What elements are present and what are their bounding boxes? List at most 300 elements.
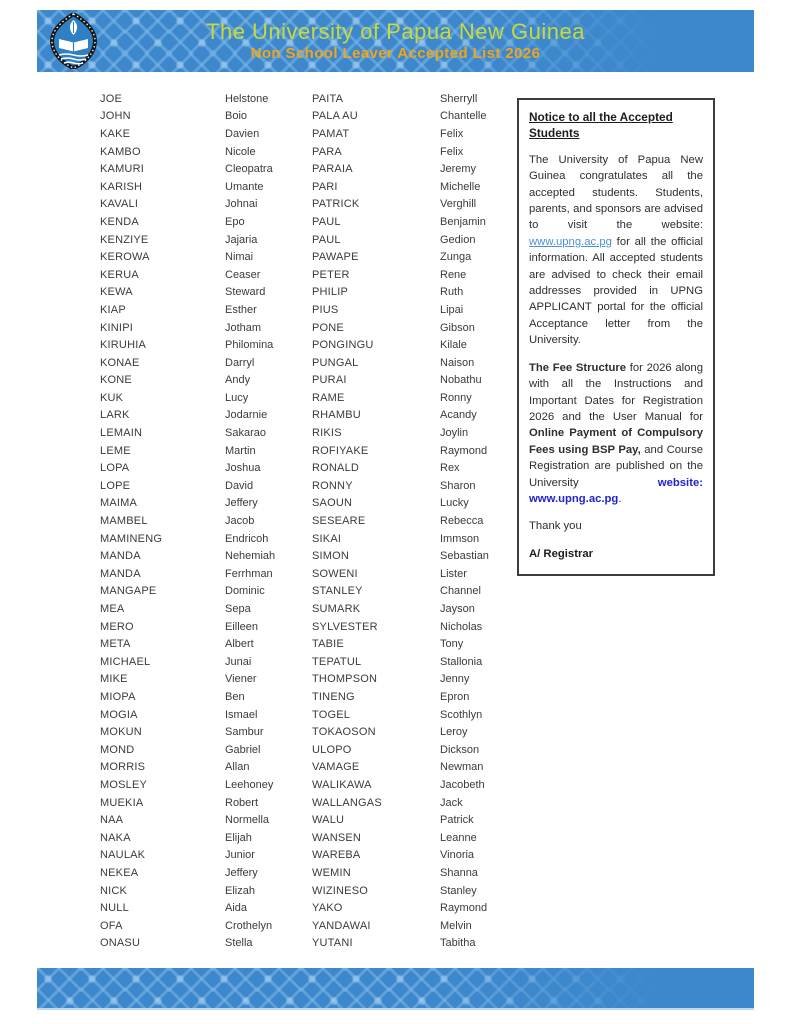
list-item: [100, 319, 305, 337]
surname: SAOUN: [312, 497, 353, 510]
surname: TABIE: [312, 638, 344, 651]
given-name: Davien: [225, 127, 260, 140]
list-item: [312, 899, 508, 917]
footer-banner: [37, 968, 754, 1010]
given-name: Crothelyn: [225, 919, 273, 932]
given-name: Viener: [225, 673, 257, 686]
surname: MICHAEL: [100, 655, 151, 668]
surname: MAMINENG: [100, 532, 163, 545]
list-item: [100, 301, 305, 319]
surname: MORRIS: [100, 761, 146, 774]
surname: MAIMA: [100, 497, 138, 510]
given-name: Sepa: [225, 603, 251, 616]
list-item: [100, 635, 305, 653]
surname: PAUL: [312, 215, 341, 228]
surname: WIZINESO: [312, 884, 368, 897]
given-name: Jacob: [225, 515, 255, 528]
list-item: [100, 407, 305, 425]
given-name: Robert: [225, 796, 259, 809]
header-banner: [37, 10, 754, 72]
surname: KONE: [100, 374, 132, 387]
list-item: [312, 847, 508, 865]
list-item: [100, 547, 305, 565]
given-name: Tony: [440, 638, 464, 651]
surname: SOWENI: [312, 567, 358, 580]
list-item: [100, 899, 305, 917]
given-name: Jacobeth: [440, 778, 485, 791]
list-item: [100, 917, 305, 935]
surname: NEKEA: [100, 866, 139, 879]
given-name: Jayson: [440, 603, 475, 616]
list-item: [312, 512, 508, 530]
list-item: [312, 600, 508, 618]
given-name: Lister: [440, 567, 467, 580]
list-item: [100, 442, 305, 460]
surname: KAKE: [100, 127, 131, 140]
list-item: [100, 266, 305, 284]
list-item: [100, 794, 305, 812]
given-name: Leehoney: [225, 778, 274, 791]
given-name: Ben: [225, 690, 245, 703]
surname: PUNGAL: [312, 356, 359, 369]
surname: ONASU: [100, 937, 141, 950]
given-name: Darryl: [225, 356, 255, 369]
list-item: [100, 829, 305, 847]
surname: KONAE: [100, 356, 140, 369]
given-name: Elijah: [225, 831, 252, 844]
notice-box: [517, 98, 715, 576]
given-name: Felix: [440, 145, 464, 158]
list-item: [312, 160, 508, 178]
given-name: Naison: [440, 356, 475, 369]
surname: MANDA: [100, 567, 141, 580]
surname: PIUS: [312, 303, 339, 316]
list-item: [100, 600, 305, 618]
given-name: Acandy: [440, 409, 477, 422]
given-name: Dominic: [225, 585, 265, 598]
surname: WANSEN: [312, 831, 362, 844]
surname: PARAIA: [312, 163, 353, 176]
notice-text-run: Online Payment of Compulsory Fees using BSP Pay,: [529, 427, 703, 456]
list-item: [100, 213, 305, 231]
surname: TOGEL: [312, 708, 351, 721]
upng-website-link[interactable]: website: www.upng.ac.pg: [529, 476, 703, 505]
given-name: Felix: [440, 127, 464, 140]
given-name: Jeremy: [440, 163, 477, 176]
given-name: Stella: [225, 937, 253, 950]
given-name: Gabriel: [225, 743, 261, 756]
given-name: Cleopatra: [225, 163, 273, 176]
page-title: The University of Papua New Guinea: [206, 18, 585, 44]
list-item: [100, 512, 305, 530]
surname: STANLEY: [312, 585, 363, 598]
given-name: Stanley: [440, 884, 477, 897]
surname: PATRICK: [312, 198, 360, 211]
surname: META: [100, 638, 131, 651]
list-item: [100, 372, 305, 390]
list-item: [312, 671, 508, 689]
surname: PARI: [312, 180, 338, 193]
list-item: [100, 125, 305, 143]
given-name: Andy: [225, 374, 251, 387]
list-item: [312, 495, 508, 513]
given-name: Ferrhman: [225, 567, 273, 580]
surname: PARA: [312, 145, 342, 158]
surname: WALU: [312, 814, 345, 827]
surname: RONNY: [312, 479, 353, 492]
given-name: Ruth: [440, 286, 464, 299]
given-name: Sakarao: [225, 427, 266, 440]
given-name: Junai: [225, 655, 252, 668]
list-item: [312, 424, 508, 442]
given-name: Lucy: [225, 391, 249, 404]
surname: MERO: [100, 620, 134, 633]
given-name: Raymond: [440, 902, 488, 915]
list-item: [312, 284, 508, 302]
surname: YANDAWAI: [312, 919, 371, 932]
list-item: [100, 723, 305, 741]
surname: SIMON: [312, 550, 350, 563]
given-name: Stallonia: [440, 655, 483, 668]
given-name: Channel: [440, 585, 481, 598]
surname: NAKA: [100, 831, 131, 844]
given-name: Jajaria: [225, 233, 258, 246]
surname: THOMPSON: [312, 673, 378, 686]
surname: PAMAT: [312, 127, 350, 140]
list-item: [312, 266, 508, 284]
surname: KENZIYE: [100, 233, 149, 246]
given-name: Sambur: [225, 726, 264, 739]
list-item: [100, 706, 305, 724]
list-item: [100, 143, 305, 161]
list-item: [312, 917, 508, 935]
given-name: Esther: [225, 303, 257, 316]
given-name: Nimai: [225, 251, 254, 264]
notice-signature: A/ Registrar: [529, 547, 594, 560]
surname: MANDA: [100, 550, 141, 563]
list-item: [100, 90, 305, 108]
page-subtitle: Non School Leaver Accepted List 2026: [250, 44, 541, 62]
given-name: Scothlyn: [440, 708, 483, 721]
surname: PONGINGU: [312, 339, 374, 352]
surname: MIOPA: [100, 690, 136, 703]
surname: MAMBEL: [100, 515, 148, 528]
list-item: [312, 213, 508, 231]
list-item: [312, 688, 508, 706]
surname: NAULAK: [100, 849, 146, 862]
given-name: Ronny: [440, 391, 472, 404]
notice-paragraph-2: [529, 360, 703, 508]
list-item: [312, 723, 508, 741]
list-item: [312, 108, 508, 126]
list-item: [312, 864, 508, 882]
given-name: Rene: [440, 268, 467, 281]
given-name: Sherryll: [440, 92, 478, 105]
surname: LEMAIN: [100, 427, 143, 440]
notice-text-run: and Course Registration are published on the University: [529, 443, 704, 489]
surname: KAMURI: [100, 163, 144, 176]
given-name: Umante: [225, 180, 264, 193]
given-name: Elizah: [225, 884, 255, 897]
list-item: [100, 459, 305, 477]
given-name: Aida: [225, 902, 248, 915]
given-name: Shanna: [440, 866, 478, 879]
surname: TEPATUL: [312, 655, 362, 668]
given-name: Ismael: [225, 708, 258, 721]
given-name: Steward: [225, 286, 266, 299]
surname: RAME: [312, 391, 345, 404]
surname: MOKUN: [100, 726, 142, 739]
given-name: Raymond: [440, 444, 488, 457]
given-name: Jeffery: [225, 497, 258, 510]
given-name: Junior: [225, 849, 255, 862]
given-name: Normella: [225, 814, 270, 827]
given-name: Sharon: [440, 479, 476, 492]
given-name: Endricoh: [225, 532, 269, 545]
list-item: [100, 847, 305, 865]
surname: MUEKIA: [100, 796, 144, 809]
surname: KENDA: [100, 215, 139, 228]
given-name: Verghill: [440, 198, 477, 211]
given-name: Nicholas: [440, 620, 483, 633]
given-name: Martin: [225, 444, 256, 457]
list-item: [312, 565, 508, 583]
surname: RIKIS: [312, 427, 342, 440]
surname: WALLANGAS: [312, 796, 382, 809]
surname: YAKO: [312, 902, 343, 915]
surname: KUK: [100, 391, 124, 404]
given-name: Leroy: [440, 726, 468, 739]
given-name: Lipai: [440, 303, 464, 316]
list-item: [312, 125, 508, 143]
given-name: Gibson: [440, 321, 475, 334]
given-name: Joylin: [440, 427, 469, 440]
given-name: Johnai: [225, 198, 258, 211]
roster-column-left: [100, 90, 305, 952]
list-item: [100, 160, 305, 178]
surname: MOGIA: [100, 708, 138, 721]
given-name: Ceaser: [225, 268, 261, 281]
surname: ULOPO: [312, 743, 352, 756]
surname: LOPE: [100, 479, 131, 492]
notice-heading: Notice to all the Accepted Students: [529, 110, 673, 141]
list-item: [100, 530, 305, 548]
list-item: [312, 354, 508, 372]
list-item: [312, 90, 508, 108]
surname: ROFIYAKE: [312, 444, 369, 457]
list-item: [312, 635, 508, 653]
list-item: [100, 671, 305, 689]
given-name: Newman: [440, 761, 484, 774]
list-item: [312, 178, 508, 196]
list-item: [100, 565, 305, 583]
given-name: Nicole: [225, 145, 256, 158]
given-name: Albert: [225, 638, 254, 651]
surname: SYLVESTER: [312, 620, 378, 633]
surname: PURAI: [312, 374, 347, 387]
given-name: Patrick: [440, 814, 474, 827]
list-item: [100, 759, 305, 777]
list-item: [312, 882, 508, 900]
notice-text-run: for 2026 along with all the Instructions and Important Dates for Registration 2026 and the User Manual for: [529, 361, 703, 423]
list-item: [312, 759, 508, 777]
list-item: [312, 741, 508, 759]
given-name: Gedion: [440, 233, 476, 246]
surname: TOKAOSON: [312, 726, 376, 739]
given-name: Leanne: [440, 831, 477, 844]
surname: SESEARE: [312, 515, 366, 528]
list-item: [100, 811, 305, 829]
list-item: [312, 618, 508, 636]
surname: MIKE: [100, 673, 128, 686]
list-item: [100, 231, 305, 249]
list-item: [100, 688, 305, 706]
list-item: [312, 248, 508, 266]
list-item: [312, 583, 508, 601]
notice-paragraph-1: [529, 152, 703, 349]
surname: MOSLEY: [100, 778, 148, 791]
surname: KERUA: [100, 268, 139, 281]
list-item: [100, 354, 305, 372]
surname: PALA AU: [312, 110, 358, 123]
surname: PETER: [312, 268, 350, 281]
list-item: [100, 284, 305, 302]
surname: JOHN: [100, 110, 131, 123]
banner-titles: [37, 10, 754, 72]
surname: WEMIN: [312, 866, 351, 879]
given-name: Rex: [440, 462, 460, 475]
given-name: Allan: [225, 761, 250, 774]
given-name: Boio: [225, 110, 248, 123]
surname: YUTANI: [312, 937, 353, 950]
given-name: Melvin: [440, 919, 472, 932]
list-item: [100, 178, 305, 196]
surname: VAMAGE: [312, 761, 360, 774]
list-item: [100, 248, 305, 266]
surname: MEA: [100, 603, 125, 616]
list-item: [312, 477, 508, 495]
given-name: Rebecca: [440, 515, 484, 528]
list-item: [100, 477, 305, 495]
notice-text-run: The Fee Structure: [529, 361, 627, 374]
list-item: [312, 319, 508, 337]
list-item: [312, 829, 508, 847]
given-name: Epo: [225, 215, 245, 228]
surname: PAWAPE: [312, 251, 359, 264]
upng-website-link[interactable]: www.upng.ac.pg: [529, 235, 612, 248]
given-name: Jodarnie: [225, 409, 268, 422]
surname: LOPA: [100, 462, 130, 475]
list-item: [312, 231, 508, 249]
surname: MANGAPE: [100, 585, 157, 598]
list-item: [100, 196, 305, 214]
given-name: Helstone: [225, 92, 269, 105]
surname: OFA: [100, 919, 123, 932]
list-item: [100, 935, 305, 953]
list-item: [100, 882, 305, 900]
list-item: [312, 407, 508, 425]
list-item: [312, 776, 508, 794]
surname: NULL: [100, 902, 129, 915]
surname: SIKAI: [312, 532, 342, 545]
given-name: David: [225, 479, 254, 492]
given-name: Tabitha: [440, 937, 476, 950]
list-item: [100, 424, 305, 442]
list-item: [312, 653, 508, 671]
surname: PAITA: [312, 92, 344, 105]
surname: KIRUHIA: [100, 339, 147, 352]
surname: JOE: [100, 92, 122, 105]
given-name: Kilale: [440, 339, 467, 352]
surname: RONALD: [312, 462, 360, 475]
list-item: [312, 811, 508, 829]
surname: KAMBO: [100, 145, 141, 158]
list-item: [312, 530, 508, 548]
list-item: [100, 741, 305, 759]
notice-closing: Thank you: [529, 520, 582, 533]
notice-text-run: .: [618, 492, 622, 505]
notice-text-run: The University of Papua New Guinea congratulates all the accepted students. Students, parents, and sponsors are advised to visit the website:: [529, 153, 703, 232]
surname: WALIKAWA: [312, 778, 372, 791]
given-name: Nobathu: [440, 374, 482, 387]
given-name: Vinoria: [440, 849, 475, 862]
list-item: [100, 618, 305, 636]
surname: LEME: [100, 444, 131, 457]
given-name: Joshua: [225, 462, 261, 475]
given-name: Chantelle: [440, 110, 487, 123]
list-item: [312, 935, 508, 953]
given-name: Jotham: [225, 321, 262, 334]
given-name: Philomina: [225, 339, 274, 352]
surname: SUMARK: [312, 603, 361, 616]
surname: MOND: [100, 743, 135, 756]
list-item: [312, 143, 508, 161]
roster-column-right: [312, 90, 508, 952]
surname: KARISH: [100, 180, 143, 193]
given-name: Epron: [440, 690, 470, 703]
list-item: [100, 776, 305, 794]
list-item: [312, 372, 508, 390]
list-item: [312, 706, 508, 724]
surname: KIAP: [100, 303, 126, 316]
list-item: [312, 547, 508, 565]
given-name: Jenny: [440, 673, 470, 686]
given-name: Jeffery: [225, 866, 258, 879]
list-item: [312, 794, 508, 812]
surname: NAA: [100, 814, 124, 827]
list-item: [100, 864, 305, 882]
surname: PONE: [312, 321, 344, 334]
list-item: [100, 108, 305, 126]
surname: PAUL: [312, 233, 341, 246]
given-name: Jack: [440, 796, 463, 809]
list-item: [100, 495, 305, 513]
list-item: [100, 653, 305, 671]
surname: KAVALI: [100, 198, 139, 211]
given-name: Lucky: [440, 497, 469, 510]
given-name: Sebastian: [440, 550, 489, 563]
list-item: [312, 389, 508, 407]
list-item: [312, 442, 508, 460]
list-item: [100, 336, 305, 354]
surname: KEWA: [100, 286, 133, 299]
given-name: Dickson: [440, 743, 480, 756]
surname: NICK: [100, 884, 128, 897]
list-item: [312, 196, 508, 214]
surname: KEROWA: [100, 251, 150, 264]
surname: TINENG: [312, 690, 355, 703]
surname: KINIPI: [100, 321, 133, 334]
